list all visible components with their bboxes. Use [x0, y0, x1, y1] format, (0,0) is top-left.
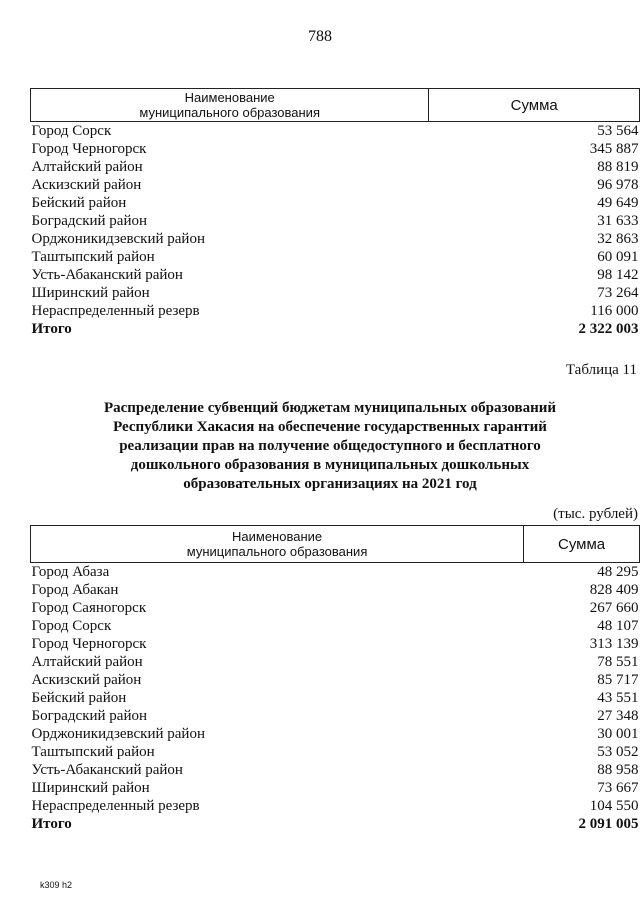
table-title: [40, 399, 620, 494]
municipality-name: Нераспределенный резерв: [31, 798, 200, 814]
amount-value: 88 958: [597, 762, 639, 778]
table-row: [31, 689, 640, 707]
table-label: Таблица 11: [565, 362, 637, 378]
amount-value: 30 001: [597, 726, 639, 742]
units-note: (тыс. рублей): [553, 506, 638, 522]
table-row: [31, 194, 640, 212]
amount-value: 267 660: [589, 600, 639, 616]
column-header-name-line2: муниципального образования: [186, 544, 368, 559]
title-line: дошкольного образования в муниципальных дошкольных: [130, 457, 530, 473]
municipality-name: Таштыпский район: [31, 249, 155, 265]
table-row: [31, 761, 640, 779]
total-value: 2 091 005: [578, 816, 639, 832]
table-row: [31, 617, 640, 635]
amount-value: 48 295: [597, 564, 639, 580]
total-label: Итого: [31, 321, 72, 337]
amount-value: 88 819: [597, 159, 639, 175]
municipality-name: Алтайский район: [31, 654, 143, 670]
amount-value: 27 348: [597, 708, 639, 724]
municipality-name: Орджоникидзевский район: [31, 231, 205, 247]
table-body: [31, 563, 640, 834]
municipality-name: Боградский район: [31, 213, 148, 229]
footer-code: k309 h2: [40, 880, 73, 890]
municipality-name: Боградский район: [31, 708, 148, 724]
amount-value: 313 139: [589, 636, 639, 652]
municipality-name: Алтайский район: [31, 159, 143, 175]
title-line: Республики Хакасия на обеспечение государственных гарантий: [113, 419, 547, 435]
amount-value: 78 551: [597, 654, 639, 670]
municipality-name: Бейский район: [31, 195, 127, 211]
table-row: [31, 284, 640, 302]
column-header-name: [31, 526, 524, 563]
table-row: [31, 707, 640, 725]
title-line: Распределение субвенций бюджетам муниципальных образований: [103, 400, 557, 416]
distribution-table-2: [30, 525, 640, 833]
table-row: [31, 653, 640, 671]
column-header-sum: Сумма: [429, 89, 640, 122]
table-row: [31, 635, 640, 653]
table-row: [31, 797, 640, 815]
distribution-table-1: [30, 88, 640, 338]
amount-value: 98 142: [597, 267, 639, 283]
municipality-name: Усть-Абаканский район: [31, 267, 183, 283]
table-row: [31, 302, 640, 320]
amount-value: 73 264: [597, 285, 639, 301]
table-row: [31, 158, 640, 176]
amount-value: 116 000: [590, 303, 639, 319]
total-value: 2 322 003: [578, 321, 639, 337]
municipality-name: Город Саяногорск: [31, 600, 147, 616]
table-row: [31, 266, 640, 284]
table-row: [31, 599, 640, 617]
municipality-name: Город Абаза: [31, 564, 110, 580]
table-row: [31, 671, 640, 689]
amount-value: 43 551: [597, 690, 639, 706]
amount-value: 49 649: [597, 195, 639, 211]
municipality-name: Бейский район: [31, 690, 127, 706]
municipality-name: Таштыпский район: [31, 744, 155, 760]
amount-value: 73 667: [597, 780, 639, 796]
amount-value: 53 564: [597, 123, 639, 139]
municipality-name: Город Черногорск: [31, 636, 147, 652]
table-row: [31, 140, 640, 158]
table-row: [31, 248, 640, 266]
table-row: [31, 230, 640, 248]
table-row: [31, 212, 640, 230]
table-body: [31, 122, 640, 339]
title-line: реализации прав на получение общедоступного и бесплатного: [119, 438, 541, 454]
amount-value: 53 052: [597, 744, 639, 760]
municipality-name: Город Черногорск: [31, 141, 147, 157]
total-row: [31, 320, 640, 338]
municipality-name: Город Сорск: [31, 618, 112, 634]
column-header-name-line1: Наименование: [184, 90, 275, 105]
municipality-name: Аскизский район: [31, 177, 142, 193]
total-label: Итого: [31, 816, 72, 832]
amount-value: 104 550: [589, 798, 639, 814]
municipality-name: Усть-Абаканский район: [31, 762, 183, 778]
table-row: [31, 725, 640, 743]
amount-value: 32 863: [597, 231, 639, 247]
table-row: [31, 122, 640, 141]
amount-value: 345 887: [589, 141, 639, 157]
column-header-name: [31, 89, 429, 122]
municipality-name: Орджоникидзевский район: [31, 726, 205, 742]
column-header-name-line1: Наименование: [232, 529, 323, 544]
municipality-name: Нераспределенный резерв: [31, 303, 200, 319]
column-header-name-line2: муниципального образования: [139, 105, 320, 120]
table-row: [31, 581, 640, 599]
table-row: [31, 743, 640, 761]
amount-value: 96 978: [597, 177, 639, 193]
municipality-name: Ширинский район: [31, 285, 150, 301]
municipality-name: Ширинский район: [31, 780, 150, 796]
amount-value: 828 409: [589, 582, 639, 598]
table-row: [31, 563, 640, 582]
municipality-name: Город Абакан: [31, 582, 119, 598]
municipality-name: Город Сорск: [31, 123, 112, 139]
table-row: [31, 176, 640, 194]
column-header-sum: Сумма: [524, 526, 640, 563]
total-row: [31, 815, 640, 833]
amount-value: 60 091: [597, 249, 639, 265]
amount-value: 48 107: [597, 618, 639, 634]
amount-value: 85 717: [597, 672, 639, 688]
table-row: [31, 779, 640, 797]
amount-value: 31 633: [597, 213, 639, 229]
page-number: 788: [308, 28, 332, 45]
municipality-name: Аскизский район: [31, 672, 142, 688]
title-line: образовательных организациях на 2021 год: [183, 476, 477, 492]
